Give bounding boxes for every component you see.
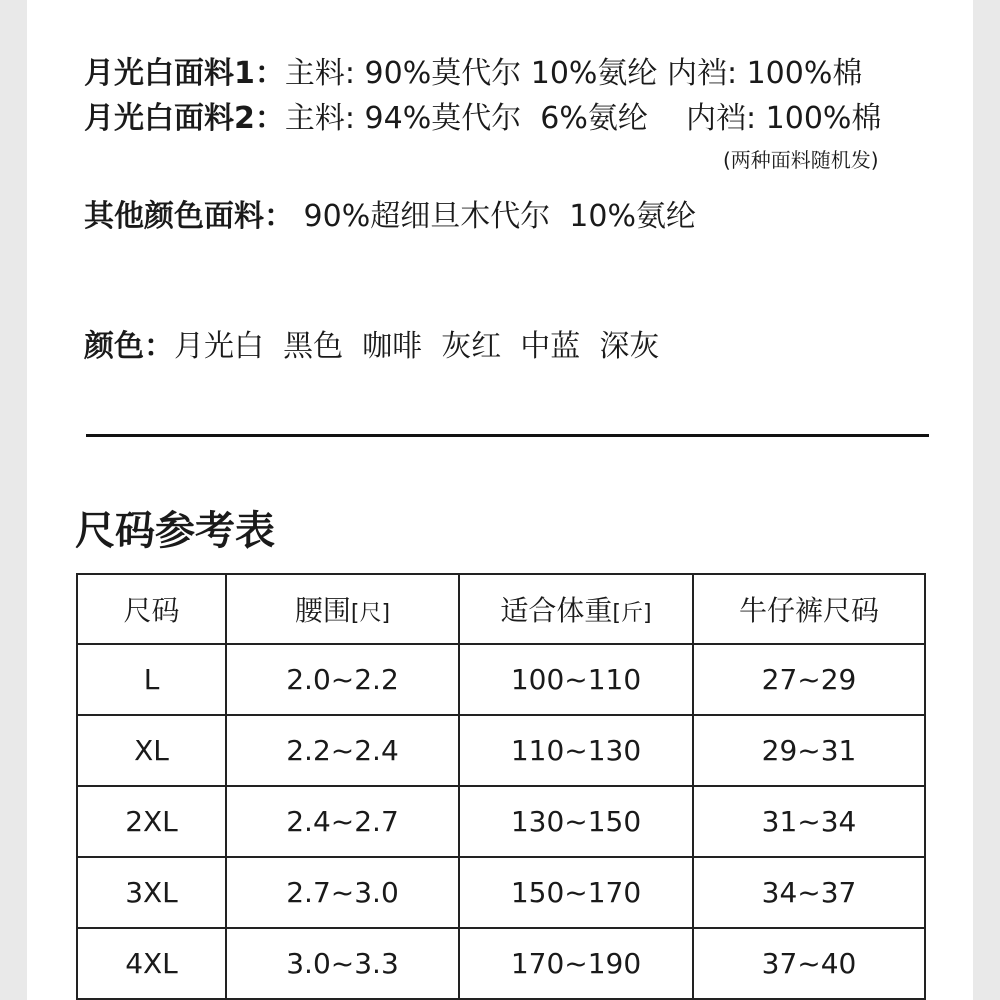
cell-jeans-size: 37~40 bbox=[693, 928, 925, 999]
product-detail-page bbox=[27, 0, 973, 1000]
size-chart-table bbox=[76, 573, 926, 1000]
other-fabric-label: 其他颜色面料： bbox=[84, 199, 294, 234]
fabric-line-2-content: 主料: 94%莫代尔 6%氨纶 内裆: 100%棉 bbox=[284, 101, 882, 136]
other-fabric-content: 90%超细旦木代尔 10%氨纶 bbox=[294, 199, 696, 234]
cell-size: XL bbox=[77, 715, 226, 786]
fabric-line-2 bbox=[84, 99, 881, 139]
cell-weight: 110~130 bbox=[459, 715, 693, 786]
header-waist: 腰围[尺] bbox=[226, 574, 459, 644]
cell-jeans-size: 34~37 bbox=[693, 857, 925, 928]
cell-jeans-size: 27~29 bbox=[693, 644, 925, 715]
size-chart-title: 尺码参考表 bbox=[75, 508, 275, 554]
fabric-line-2-label: 月光白面料2： bbox=[84, 101, 285, 136]
other-fabric-line bbox=[84, 197, 696, 237]
cell-jeans-size: 31~34 bbox=[693, 786, 925, 857]
colors-line bbox=[84, 327, 659, 367]
cell-waist: 2.0~2.2 bbox=[226, 644, 459, 715]
table-row bbox=[77, 928, 925, 999]
fabric-line-1-label: 月光白面料1： bbox=[84, 56, 285, 91]
cell-size: L bbox=[77, 644, 226, 715]
section-divider bbox=[86, 434, 929, 437]
table-row bbox=[77, 857, 925, 928]
fabric-note: (两种面料随机发) bbox=[723, 148, 879, 172]
cell-size: 2XL bbox=[77, 786, 226, 857]
header-size: 尺码 bbox=[77, 574, 226, 644]
fabric-line-1 bbox=[84, 54, 862, 94]
cell-weight: 100~110 bbox=[459, 644, 693, 715]
header-waist-unit: [尺] bbox=[350, 601, 391, 626]
table-row bbox=[77, 715, 925, 786]
header-jeans-size: 牛仔裤尺码 bbox=[693, 574, 925, 644]
cell-waist: 2.4~2.7 bbox=[226, 786, 459, 857]
colors-content: 月光白 黑色 咖啡 灰红 中蓝 深灰 bbox=[174, 329, 660, 364]
cell-size: 3XL bbox=[77, 857, 226, 928]
size-table-header-row bbox=[77, 574, 925, 644]
cell-weight: 130~150 bbox=[459, 786, 693, 857]
table-row bbox=[77, 786, 925, 857]
fabric-line-1-content: 主料: 90%莫代尔 10%氨纶 内裆: 100%棉 bbox=[284, 56, 863, 91]
table-row bbox=[77, 644, 925, 715]
cell-waist: 3.0~3.3 bbox=[226, 928, 459, 999]
cell-size: 4XL bbox=[77, 928, 226, 999]
header-weight: 适合体重[斤] bbox=[459, 574, 693, 644]
cell-weight: 150~170 bbox=[459, 857, 693, 928]
colors-label: 颜色： bbox=[84, 329, 174, 364]
header-weight-unit: [斤] bbox=[612, 601, 652, 626]
cell-waist: 2.7~3.0 bbox=[226, 857, 459, 928]
cell-weight: 170~190 bbox=[459, 928, 693, 999]
cell-waist: 2.2~2.4 bbox=[226, 715, 459, 786]
cell-jeans-size: 29~31 bbox=[693, 715, 925, 786]
